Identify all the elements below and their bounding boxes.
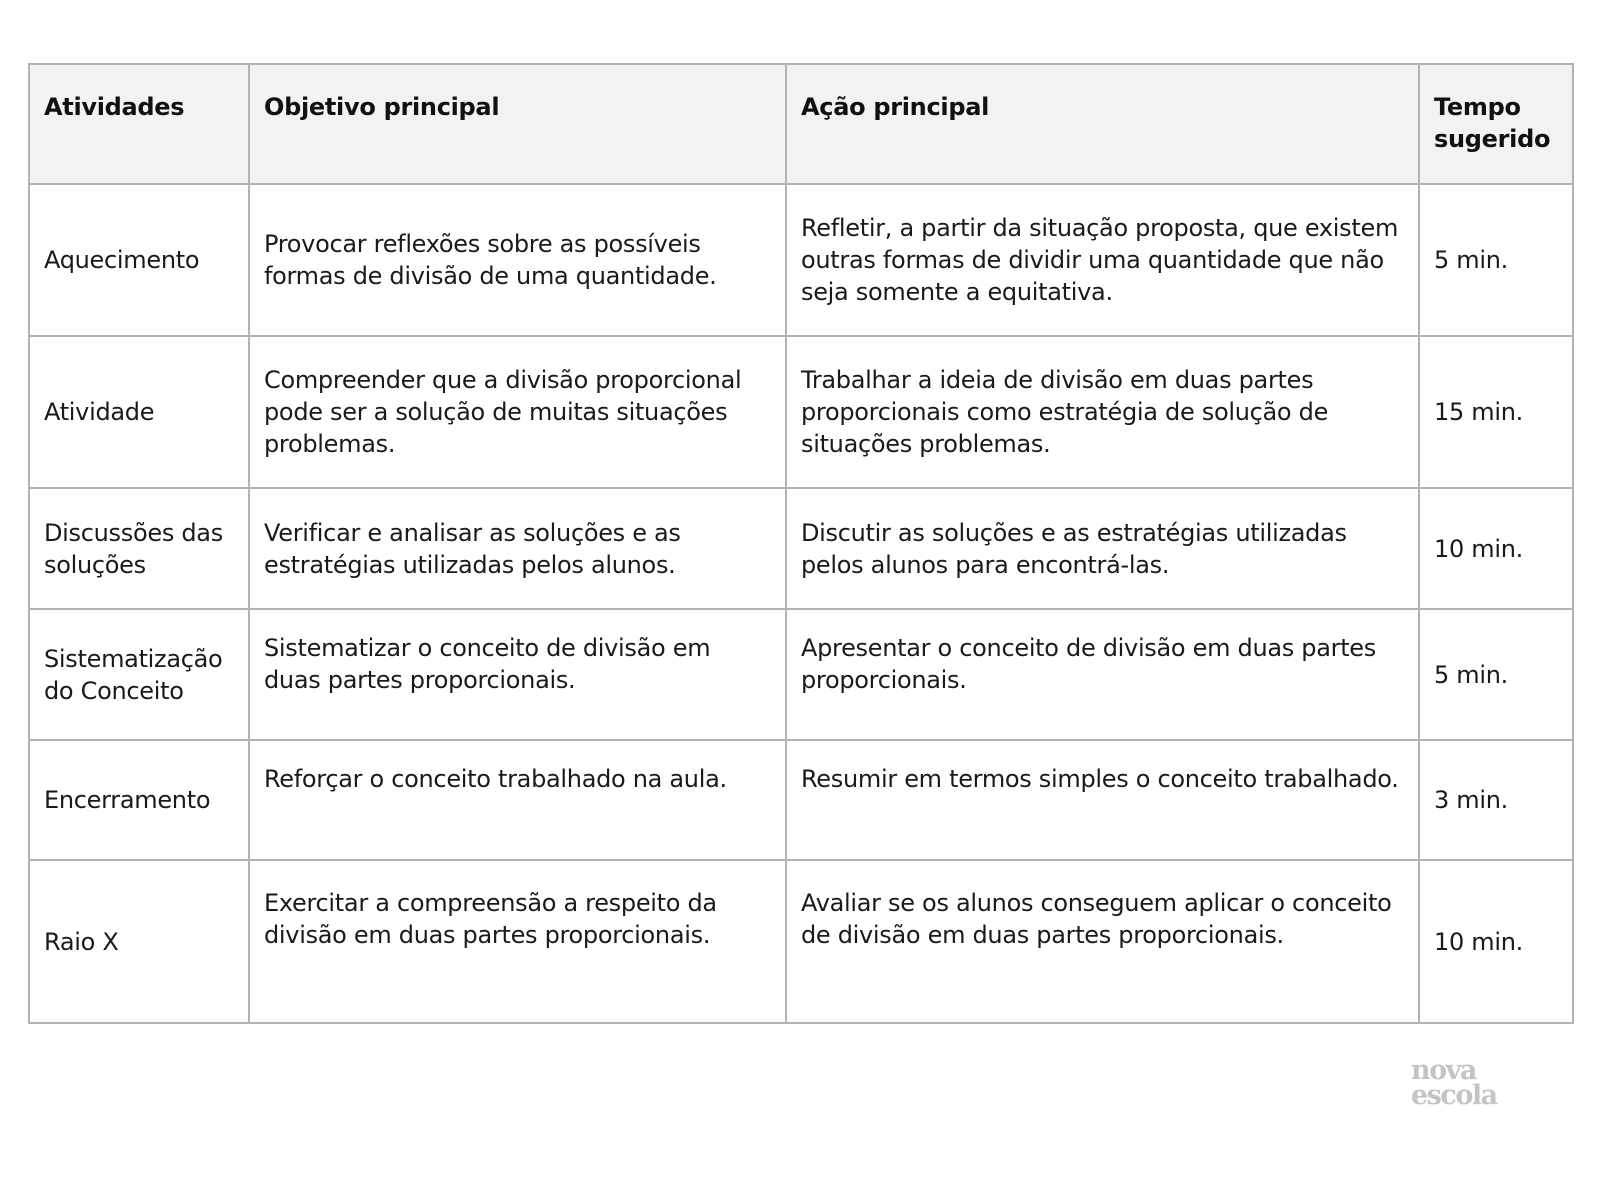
- header-acao-principal: Ação principal: [786, 64, 1419, 184]
- header-atividades: Atividades: [29, 64, 249, 184]
- cell-tempo: 10 min.: [1419, 488, 1573, 609]
- header-objetivo-principal: Objetivo principal: [249, 64, 786, 184]
- cell-acao: Refletir, a partir da situação proposta, que existem outras formas de dividir uma quantidade que não seja somente a equitativa.: [786, 184, 1419, 336]
- table-row: [29, 609, 1573, 740]
- cell-acao: Trabalhar a ideia de divisão em duas partes proporcionais como estratégia de solução de situações problemas.: [786, 336, 1419, 488]
- table-header-row: [29, 64, 1573, 184]
- cell-objetivo: Verificar e analisar as soluções e as estratégias utilizadas pelos alunos.: [249, 488, 786, 609]
- cell-objetivo: Compreender que a divisão proporcional pode ser a solução de muitas situações problemas.: [249, 336, 786, 488]
- cell-atividade: Sistematização do Conceito: [29, 609, 249, 740]
- nova-escola-logo: [1411, 1055, 1531, 1111]
- cell-atividade: Raio X: [29, 860, 249, 1023]
- lesson-plan-table: [28, 63, 1574, 1024]
- logo-line-escola: escola: [1411, 1080, 1497, 1111]
- table-row: [29, 860, 1573, 1023]
- table-row: [29, 740, 1573, 860]
- cell-tempo: 10 min.: [1419, 860, 1573, 1023]
- cell-acao: Discutir as soluções e as estratégias utilizadas pelos alunos para encontrá-las.: [786, 488, 1419, 609]
- cell-tempo: 3 min.: [1419, 740, 1573, 860]
- cell-tempo: 5 min.: [1419, 609, 1573, 740]
- header-tempo-sugerido: Tempo sugerido: [1419, 64, 1573, 184]
- logo-line-nova: nova: [1411, 1055, 1476, 1086]
- cell-atividade: Atividade: [29, 336, 249, 488]
- cell-objetivo: Sistematizar o conceito de divisão em duas partes proporcionais.: [249, 609, 786, 740]
- table-row: [29, 184, 1573, 336]
- table-row: [29, 336, 1573, 488]
- cell-tempo: 5 min.: [1419, 184, 1573, 336]
- cell-objetivo: Reforçar o conceito trabalhado na aula.: [249, 740, 786, 860]
- cell-acao: Apresentar o conceito de divisão em duas partes proporcionais.: [786, 609, 1419, 740]
- cell-acao: Avaliar se os alunos conseguem aplicar o conceito de divisão em duas partes proporcionais.: [786, 860, 1419, 1023]
- cell-objetivo: Exercitar a compreensão a respeito da divisão em duas partes proporcionais.: [249, 860, 786, 1023]
- table-row: [29, 488, 1573, 609]
- cell-acao: Resumir em termos simples o conceito trabalhado.: [786, 740, 1419, 860]
- cell-atividade: Discussões das soluções: [29, 488, 249, 609]
- cell-atividade: Aquecimento: [29, 184, 249, 336]
- cell-tempo: 15 min.: [1419, 336, 1573, 488]
- cell-atividade: Encerramento: [29, 740, 249, 860]
- cell-objetivo: Provocar reflexões sobre as possíveis formas de divisão de uma quantidade.: [249, 184, 786, 336]
